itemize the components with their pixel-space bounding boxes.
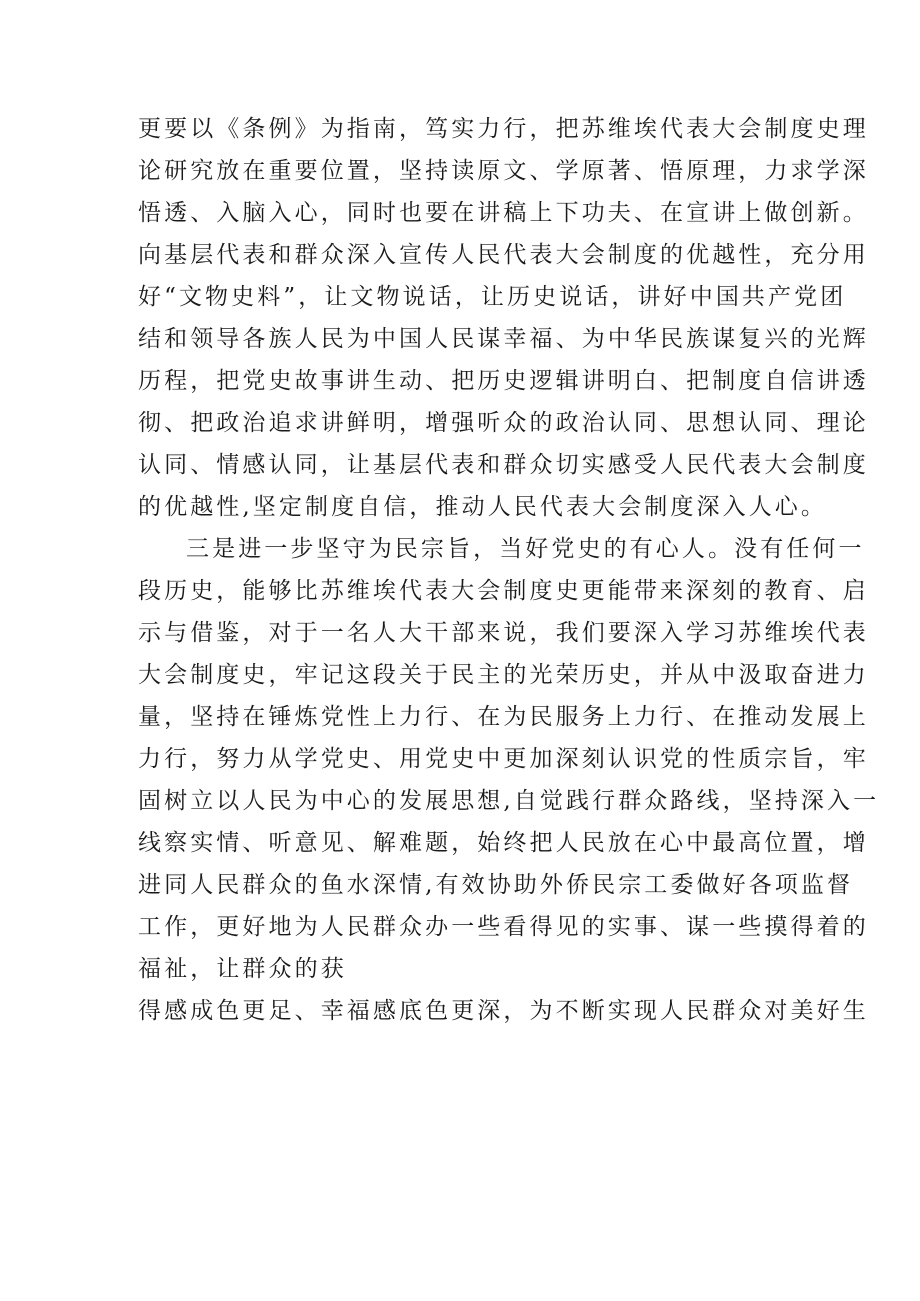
text-line: 的优越性,坚定制度自信，推动人民代表大会制度深入人心。 <box>138 494 828 520</box>
text-line: 结和领导各族人民为中国人民谋幸福、为中华民族谋复兴的光辉 <box>138 326 869 352</box>
text-line: 更要以《条例》为指南，笃实力行，把苏维埃代表大会制度史理 <box>138 116 869 142</box>
text-line: 论研究放在重要位置，坚持读原文、学原著、悟原理，力求学深 <box>138 158 869 184</box>
text-line: 彻、把政治追求讲鲜明，增强听众的政治认同、思想认同、理论 <box>138 410 869 436</box>
text-line: 示与借鉴，对于一名人大干部来说，我们要深入学习苏维埃代表 <box>138 620 869 646</box>
text-line: 量，坚持在锤炼党性上力行、在为民服务上力行、在推动发展上 <box>138 704 869 730</box>
text-line: 福祉，让群众的获 <box>138 956 347 982</box>
text-line: 历程，把党史故事讲生动、把历史逻辑讲明白、把制度自信讲透 <box>138 368 869 394</box>
paragraph-first-line: 三是进一步坚守为民宗旨，当好党史的有心人。没有任何一 <box>186 536 865 562</box>
text-line: 得感成色更足、幸福感底色更深，为不断实现人民群众对美好生 <box>138 998 869 1024</box>
text-line: 工作，更好地为人民群众办一些看得见的实事、谋一些摸得着的 <box>138 914 869 940</box>
text-line: 认同、情感认同，让基层代表和群众切实感受人民代表大会制度 <box>138 452 869 478</box>
text-line: 向基层代表和群众深入宣传人民代表大会制度的优越性，充分用 <box>138 242 869 268</box>
text-line: 好“文物史料”，让文物说话，让历史说话，讲好中国共产党团 <box>138 284 847 310</box>
text-line: 段历史，能够比苏维埃代表大会制度史更能带来深刻的教育、启 <box>138 578 869 604</box>
text-line: 大会制度史，牢记这段关于民主的光荣历史，并从中汲取奋进力 <box>138 662 869 688</box>
text-line: 固树立以人民为中心的发展思想,自觉践行群众路线，坚持深入一 <box>138 788 880 814</box>
text-line: 进同人民群众的鱼水深情,有效协助外侨民宗工委做好各项监督 <box>138 872 854 898</box>
text-line: 悟透、入脑入心，同时也要在讲稿上下功夫、在宣讲上做创新。 <box>138 200 869 226</box>
text-line: 力行，努力从学党史、用党史中更加深刻认识党的性质宗旨，牢 <box>138 746 869 772</box>
text-line: 线察实情、听意见、解难题，始终把人民放在心中最高位置，增 <box>138 830 869 856</box>
